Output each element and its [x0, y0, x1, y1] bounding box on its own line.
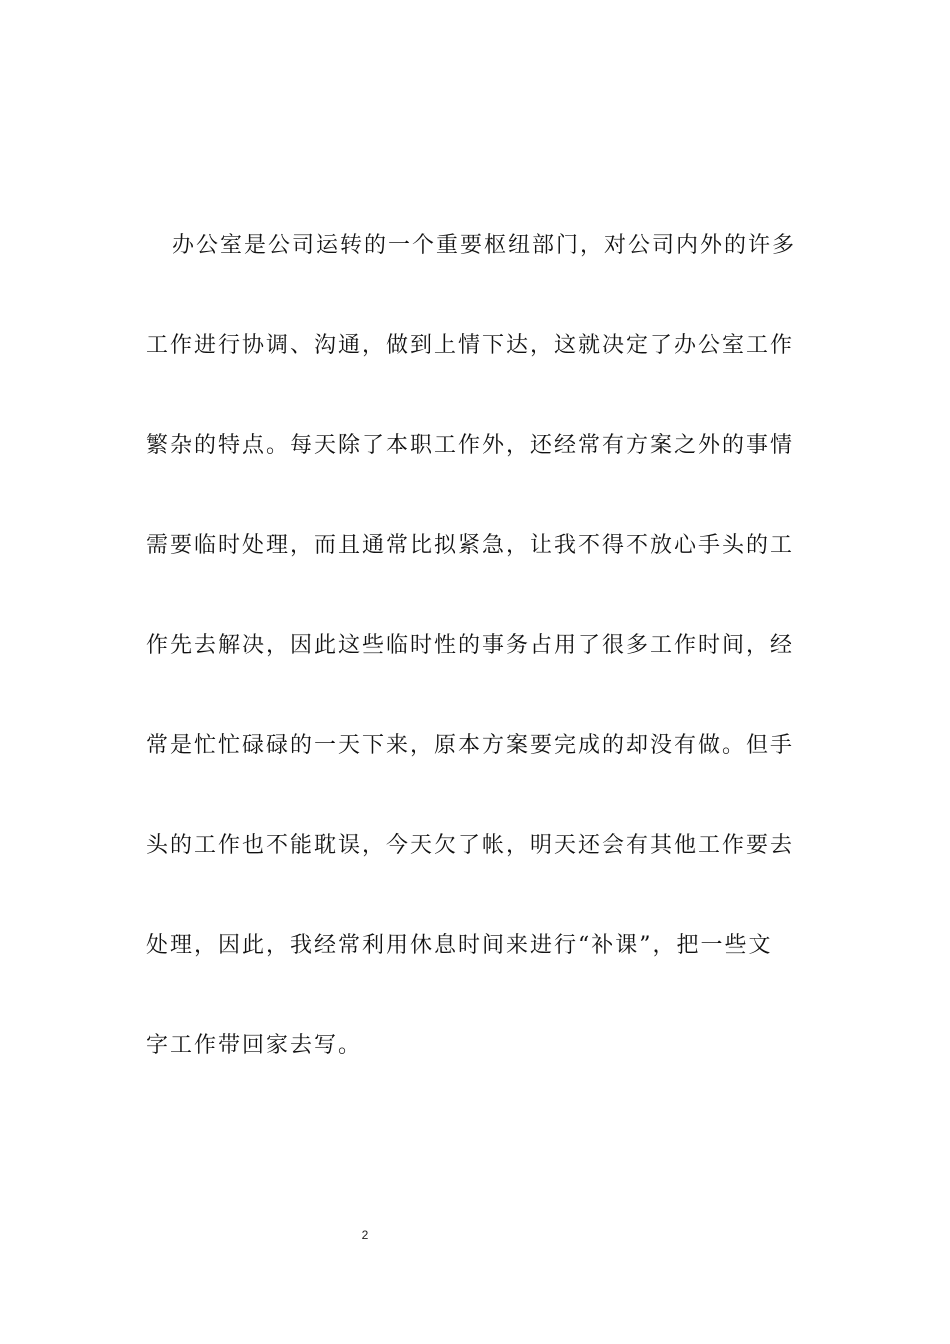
- paragraph-line: 字工作带回家去写。: [146, 1033, 363, 1058]
- paragraph-line: 需要临时处理，而且通常比拟紧急，让我不得不放心手头的工: [146, 533, 795, 558]
- paragraph-line: 工作进行协调、沟通，做到上情下达，这就决定了办公室工作: [146, 333, 795, 358]
- paragraph-line: 头的工作也不能耽误，今天欠了帐，明天还会有其他工作要去: [146, 833, 795, 858]
- paragraph-line: 作先去解决，因此这些临时性的事务占用了很多工作时间，经: [146, 633, 795, 658]
- page-number: 2: [361, 1228, 369, 1242]
- paragraph-line: 常是忙忙碌碌的一天下来，原本方案要完成的却没有做。但手: [146, 733, 795, 758]
- paragraph-line: 繁杂的特点。每天除了本职工作外，还经常有方案之外的事情: [146, 433, 795, 458]
- paragraph-line: 办公室是公司运转的一个重要枢纽部门，对公司内外的许多: [172, 233, 797, 258]
- body-paragraph: [146, 220, 806, 1120]
- paragraph-line: 处理，因此，我经常利用休息时间来进行“补课”，把一些文: [146, 933, 773, 958]
